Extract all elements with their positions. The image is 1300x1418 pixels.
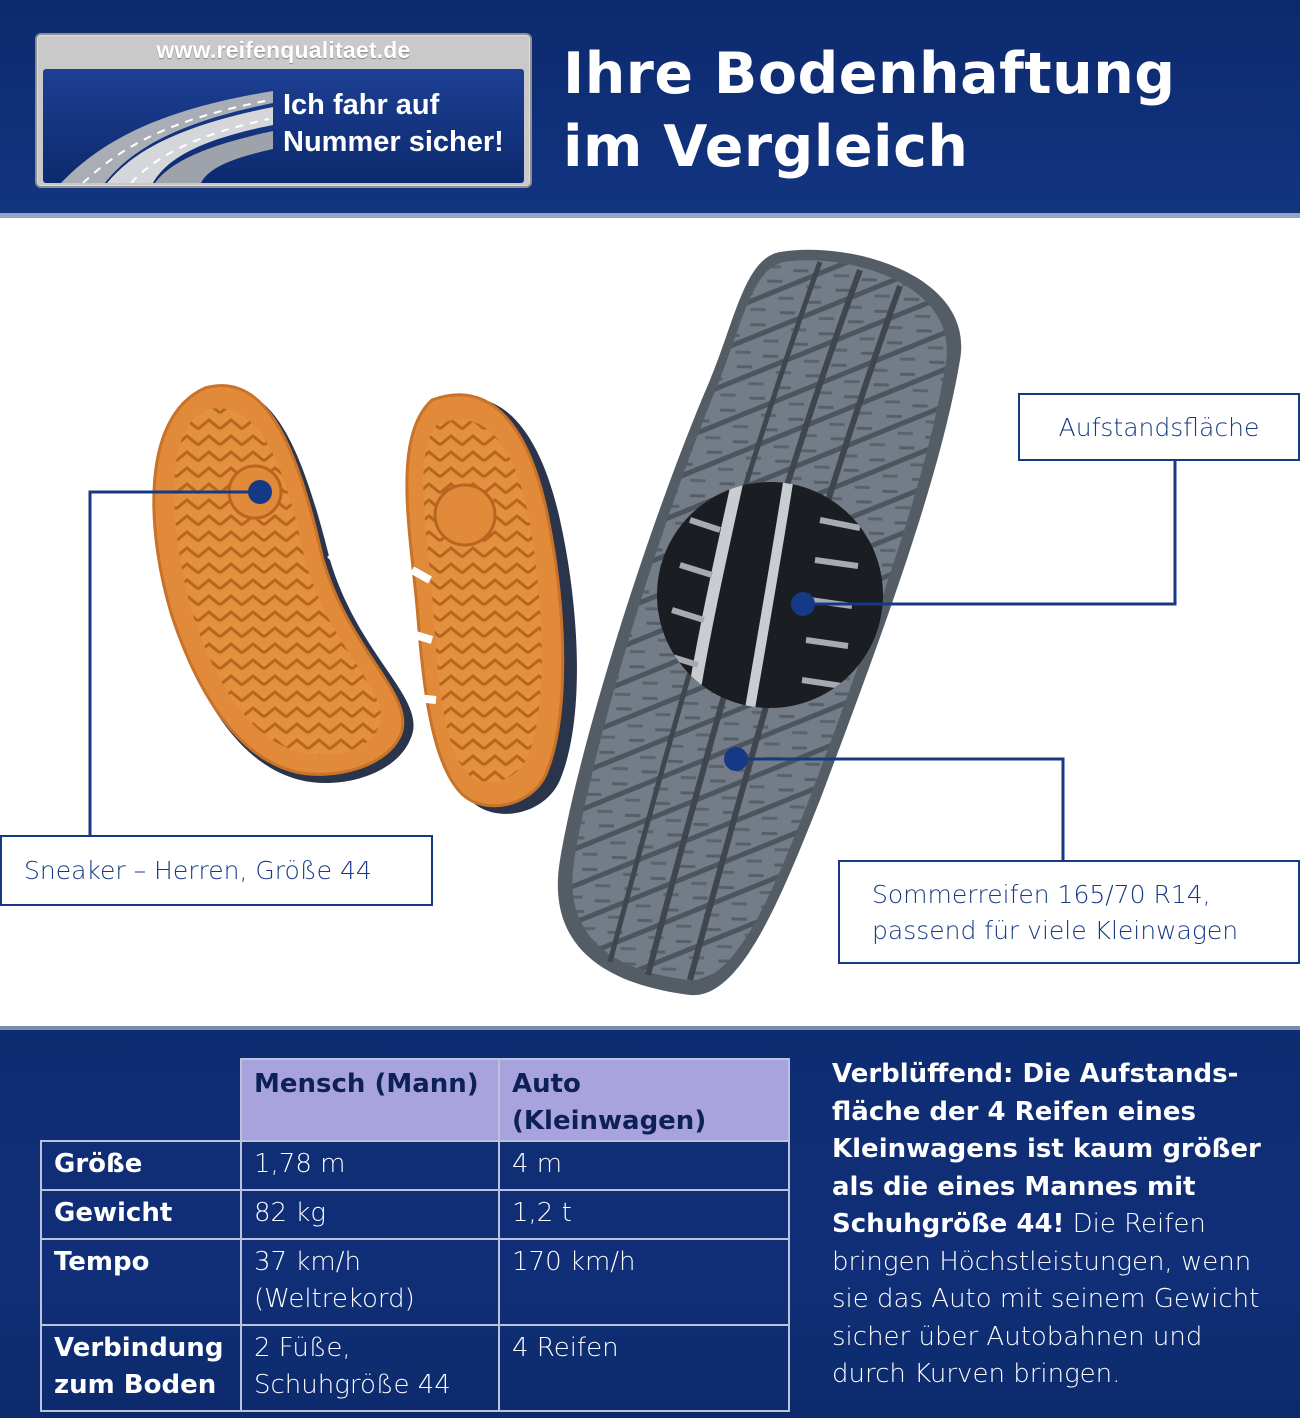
header-banner — [0, 0, 1300, 218]
page-title-line2: im Vergleich — [563, 114, 969, 180]
cell-human — [241, 1325, 499, 1411]
row-label-line1: Tempo — [54, 1247, 150, 1277]
row-label — [41, 1190, 241, 1239]
bottom-divider — [0, 1026, 1300, 1030]
cell-car: 4 Reifen — [499, 1325, 789, 1411]
callout-tire-line1: Sommerreifen 165/70 R14, — [872, 880, 1211, 909]
cell-human — [241, 1190, 499, 1239]
summary-text — [832, 1056, 1282, 1394]
cell-human — [241, 1239, 499, 1325]
row-label-line1: Verbindung — [54, 1333, 224, 1363]
callout-sneaker: Sneaker – Herren, Größe 44 — [0, 835, 433, 906]
row-label-line1: Gewicht — [54, 1198, 173, 1228]
summary-bold: Verblüffend: Die Aufstandsfläche der 4 Reifen eines Kleinwagens ist kaum größer als die eines Mannes mit Schuhgröße 44! — [832, 1059, 1261, 1239]
cell-human-line1: 1,78 m — [254, 1149, 346, 1179]
logo-slogan-line2: Nummer sicher! — [283, 126, 504, 158]
callout-tire — [838, 860, 1300, 964]
logo-slogan-line1: Ich fahr auf — [283, 89, 440, 121]
table-row-weight — [41, 1190, 789, 1239]
cell-human-line1: 82 kg — [254, 1198, 327, 1228]
row-label — [41, 1239, 241, 1325]
logo-slogan — [283, 87, 523, 161]
right-shoe-sole — [407, 395, 577, 814]
page-title-line1: Ihre Bodenhaftung — [563, 41, 1176, 107]
summary-regular: Die Reifen bringen Höchstleistungen, wenn sie das Auto mit seinem Gewicht sicher über Autobahnen und durch Kurven bringen. — [832, 1209, 1260, 1389]
comparison-table — [40, 1058, 790, 1412]
cell-human-line1: 37 km/h — [254, 1247, 361, 1277]
logo-badge[interactable] — [35, 33, 532, 188]
row-label-line2: zum Boden — [54, 1370, 217, 1400]
left-shoe-sole — [154, 386, 414, 783]
table-corner — [41, 1059, 241, 1141]
cell-human-line2: Schuhgröße 44 — [254, 1370, 451, 1400]
row-label-line1: Größe — [54, 1149, 143, 1179]
row-label — [41, 1325, 241, 1411]
cell-car: 1,2 t — [499, 1190, 789, 1239]
cell-car: 170 km/h — [499, 1239, 789, 1325]
column-header-car: Auto (Kleinwagen) — [499, 1059, 789, 1141]
logo-panel — [43, 69, 524, 183]
table-row-size — [41, 1141, 789, 1190]
table-row-speed — [41, 1239, 789, 1325]
column-header-human: Mensch (Mann) — [241, 1059, 499, 1141]
cell-human-line2: (Weltrekord) — [254, 1284, 415, 1314]
callout-tire-line2: passend für viele Kleinwagen — [872, 916, 1239, 945]
row-label — [41, 1141, 241, 1190]
callout-contact-patch: Aufstandsfläche — [1018, 393, 1300, 461]
cell-human — [241, 1141, 499, 1190]
cell-car: 4 m — [499, 1141, 789, 1190]
table-row-ground-contact — [41, 1325, 789, 1411]
road-icon — [43, 69, 273, 183]
logo-url[interactable]: www.reifenqualitaet.de — [156, 37, 411, 63]
table-header-row — [41, 1059, 789, 1141]
page-title — [563, 38, 1283, 184]
cell-human-line1: 2 Füße, — [254, 1333, 351, 1363]
